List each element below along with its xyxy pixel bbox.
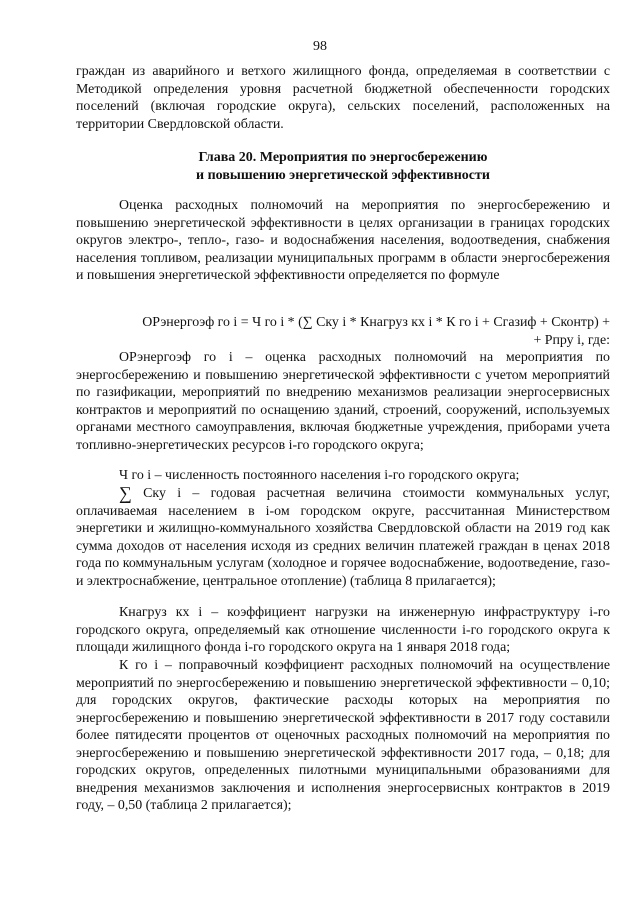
definition-sku [76, 485, 610, 590]
chapter-heading [76, 149, 610, 184]
definition-sku-text: Cку i – годовая расчетная величина стоимости коммунальных услуг, оплачиваемая населением в i-ом городском округе, рассчитанная Министерством энергетики и жилищно-коммунального хозяйства Свердловской области на 2019 год как сумма доходов от населения исходя из средних величин платежей граждан в ценах 2018 года по коммунальным услугам (холодное и горячее водоснабжение, водоотведение, газо- и электроснабжение, центральное отопление) (таблица 8 прилагается); [76, 486, 610, 589]
formula-line-1: ОРэнергоэф го i = Ч го i * (∑ Cку i * Кнагруз кх i * К го i + Сгазиф + Сконтр) + [142, 315, 610, 330]
assessment-paragraph: Оценка расходных полномочий на мероприятия по энергосбережению и повышению энергетической эффективности в целях организации в границах городских округов электро-, тепло-, газо- и водоснабжения населения, водоотведения, снабжения населения топливом, реализации муниципальных программ в области энергосбережения и повышения энергетической эффективности определяется по формуле [76, 198, 610, 284]
definition-ch: Ч го i – численность постоянного населения i-го городского округа; [119, 468, 520, 483]
chapter-title-line2: и повышению энергетической эффективности [196, 167, 490, 183]
page-number: 98 [313, 39, 327, 54]
definition-kgo: К го i – поправочный коэффициент расходных полномочий на осуществление мероприятий по энергосбережению и повышению энергетической эффективности – 0,10; для городских округов, фактические расходы которых на мероприятия по энергосбережению и повышению энергетической эффективности в 2017 году составили более пятидесяти процентов от оценочных расходных полномочий на мероприятия по энергосбережению и повышению энергетической эффективности 2017 года, – 0,18; для городских округов, определенных пилотными муниципальными образованиями для внедрения механизмов заключения и исполнения энергосервисных контрактов в 2019 году, – 0,50 (таблица 2 прилагается); [76, 658, 610, 814]
chapter-title-line1: Глава 20. Мероприятия по энергосбережению [198, 150, 488, 165]
intro-paragraph: граждан из аварийного и ветхого жилищного фонда, определяемая в соответствии с Методикой определения уровня расчетной бюджетной обеспеченности городских поселений (включая городские округа), сельских поселений, расположенных на территории Свердловской области. [76, 64, 610, 132]
definition-knagruz: Кнагруз кх i – коэффициент нагрузки на инженерную инфраструктуру i-го городского округа, определяемый как отношение численности i-го городского округа к площади жилищного фонда i-го городского округа на 1 января 2018 года; [76, 605, 610, 656]
sum-sign: ∑ [119, 483, 132, 503]
formula-line-2: + Рпру i, где: [533, 332, 610, 348]
definition-or: ОРэнергоэф го i – оценка расходных полномочий на мероприятия по энергосбережению и повышению энергетической эффективности с учетом мероприятий по газификации, мероприятий по внедрению механизмов реализации энергосервисных контрактов и мероприятий по оснащению зданий, строений, сооружений, используемых органами местного самоуправления, включая бюджетные учреждения, приборами учета топливно-энергетических ресурсов i-го городского округа; [76, 350, 610, 453]
formula-block [76, 314, 610, 349]
